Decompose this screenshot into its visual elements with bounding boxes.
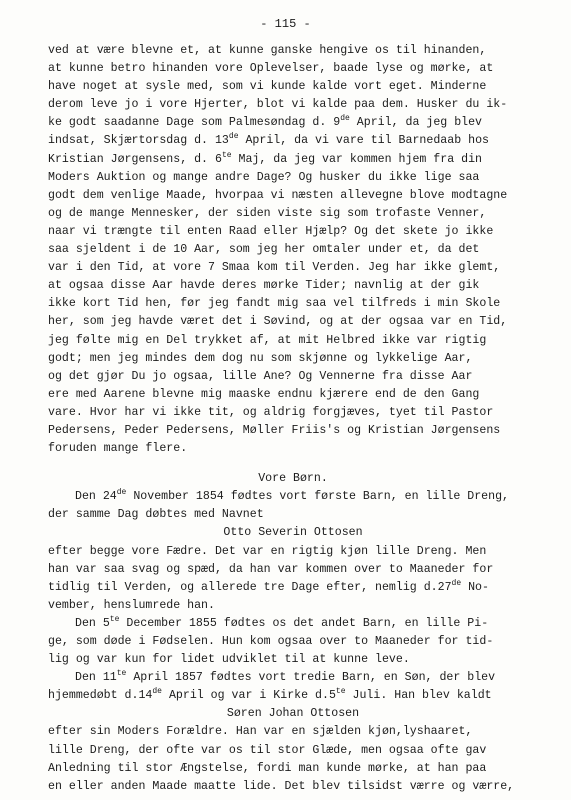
text-line [48,332,568,350]
text-line [48,488,568,506]
line-text: Maj, da jeg var kommen hjem fra din [231,152,483,166]
line-text: Moders Auktion og mange andre Dage? Og husker du ikke lige saa [48,170,480,184]
paragraph-third-child [48,669,568,705]
text-line [48,597,568,615]
page-number: - 115 - [260,17,311,31]
paragraph-first-child [48,488,568,524]
child-name: Otto Severin Ottosen [223,526,363,540]
line-text: han var saa svag og spæd, da han var kommen over to Maaneder for [48,562,494,576]
line-text: at kunne betro hinanden vore Oplevelser, baade lyse og mørke, at [48,62,494,76]
text-line [48,543,568,561]
paragraph-memories [48,42,568,458]
line-text: lille Dreng, der ofte var os til stor Glæde, men ogsaa ofte gav [48,743,487,757]
line-text: April, da vi vare til Barnedaab hos [238,134,489,148]
line-text: indsat, Skjærtorsdag d. 13 [48,134,229,148]
line-text: Kristian Jørgensens, d. 6 [48,152,222,166]
line-text: ikke kort Tid hen, før jeg fandt mig saa vel tilfreds i min Skole [48,297,501,311]
text-line [48,205,568,223]
line-text: lig og var kun for lidet udviklet til at kunne leve. [48,653,410,667]
line-text: var i den Tid, at vore 7 Smaa kom til Verden. Jeg har ikke glemt, [48,261,501,275]
text-line [48,742,568,760]
line-text: Den 5 [75,616,110,630]
line-text: have noget at sysle med, som vi kunde kalde vort eget. Minderne [48,80,487,94]
line-text: saa sjeldent i de 10 Aar, som jeg her omtaler under et, da det [48,243,480,257]
text-line [48,96,568,114]
text-line [48,151,568,169]
line-text: ved at være blevne et, at kunne ganske hengive os til hinanden, [48,44,487,57]
text-line [48,350,568,368]
line-text: godt; men jeg mindes dem dog nu som skjønne og lykkelige Aar, [48,351,473,365]
superscript: te [221,150,232,160]
line-text: April, da jeg blev [349,116,483,130]
line-text: der samme Dag døbtes med Navnet [48,508,264,522]
text-line [48,723,568,741]
line-text: November 1854 fødtes vort første Barn, en lille Dreng, [126,490,510,504]
text-line [48,60,568,78]
paragraph-first-child-death [48,543,568,615]
line-text: ge, som døde i Fødselen. Hun kom ogsaa over to Maaneder for tid- [48,635,494,648]
line-text: Juli. Han blev kaldt [345,689,492,703]
line-text: naar vi trængte til enten Raad eller Hjælp? Og det skete jo ikke [48,224,494,238]
text-line [48,440,568,458]
section-heading: Vore Børn. [258,472,328,486]
superscript: de [152,687,162,697]
superscript: te [109,614,120,624]
line-text: Den 11 [75,671,117,685]
text-line [48,368,568,386]
text-line [48,506,568,524]
line-text: godt dem venlige Maade, hvorpaa vi næsten allevegne blove modtagne [48,188,508,202]
text-line [48,169,568,187]
paragraph-second-child [48,615,568,669]
superscript: te [335,687,346,697]
line-text: at ogsaa disse Aar havde deres mørke Tider; navnlig at der gik [48,279,480,293]
text-line [48,633,568,651]
line-text: Pedersens, Peder Pedersens, Møller Friis's og Kristian Jørgensens [48,423,501,437]
text-line [48,78,568,96]
text-line [48,615,568,633]
text-line [48,422,568,440]
line-text: Anledning til stor Ængstelse, fordi man kunde mørke, at han paa [48,761,487,775]
superscript: de [451,578,462,588]
line-text: December 1855 fødtes os det andet Barn, en lille Pi- [119,616,489,630]
text-line [48,42,568,60]
text-line [48,132,568,150]
text-line [48,669,568,687]
line-text: vare. Hvor har vi ikke tit, og aldrig forgjæves, tyet til Pastor [48,405,494,419]
text-line [48,760,568,778]
line-text: vember, henslumrede han. [48,598,215,612]
line-text: foruden mange flere. [48,442,188,456]
line-text: Den 24 [75,490,117,504]
line-text: tidlig til Verden, og allerede tre Dage efter, nemlig d.27 [48,580,452,594]
text-line [48,295,568,313]
child-name: Søren Johan Ottosen [226,707,360,721]
superscript: de [228,132,239,142]
line-text: en eller anden Maade maatte lide. Det blev tilsidst værre og værre, [48,779,515,793]
text-line [48,259,568,277]
text-line [48,313,568,331]
text-line [48,579,568,597]
text-line [48,114,568,132]
text-line [48,651,568,669]
line-text: April og var i Kirke d.5 [161,689,336,703]
line-text: April 1857 fødtes vort tredie Barn, en Søn, der blev [126,671,496,685]
text-line [48,687,568,705]
superscript: te [116,669,127,679]
line-text: og det gjør Du jo ogsaa, lille Ane? Og Vennerne fra disse Aar [48,369,473,383]
line-text: derom leve jo i vore Hjerter, blot vi kalde paa dem. Husker du ik- [48,98,508,112]
line-text: efter sin Moders Forældre. Han var en sjælden kjøn,lyshaaret, [48,725,473,739]
line-text: hjemmedøbt d.14 [48,689,153,703]
text-line [48,241,568,259]
text-line [48,223,568,241]
text-line [48,404,568,422]
text-line [48,386,568,404]
superscript: de [116,488,127,498]
page-body [48,42,568,796]
paragraph-third-child-description [48,723,568,795]
line-text: No- [461,580,489,594]
text-line [48,778,568,796]
line-text: ke godt saadanne Dage som Palmesøndag d. 9 [48,116,341,130]
line-text: efter begge vore Fædre. Det var en rigtig kjøn lille Dreng. Men [48,544,487,558]
line-text: jeg følte mig en Del trykket af, at mit Helbred ikke var rigtig [48,333,487,347]
text-line [48,187,568,205]
text-line [48,561,568,579]
superscript: de [340,114,350,124]
line-text: og de mange Mennesker, der siden viste sig som trofaste Venner, [48,206,487,220]
line-text: ere med Aarene blevne mig maaske endnu kjærere end de den Gang [48,387,480,401]
text-line [48,277,568,295]
line-text: her, som jeg havde været det i Søvind, og at der ogsaa var en Tid, [48,315,508,329]
